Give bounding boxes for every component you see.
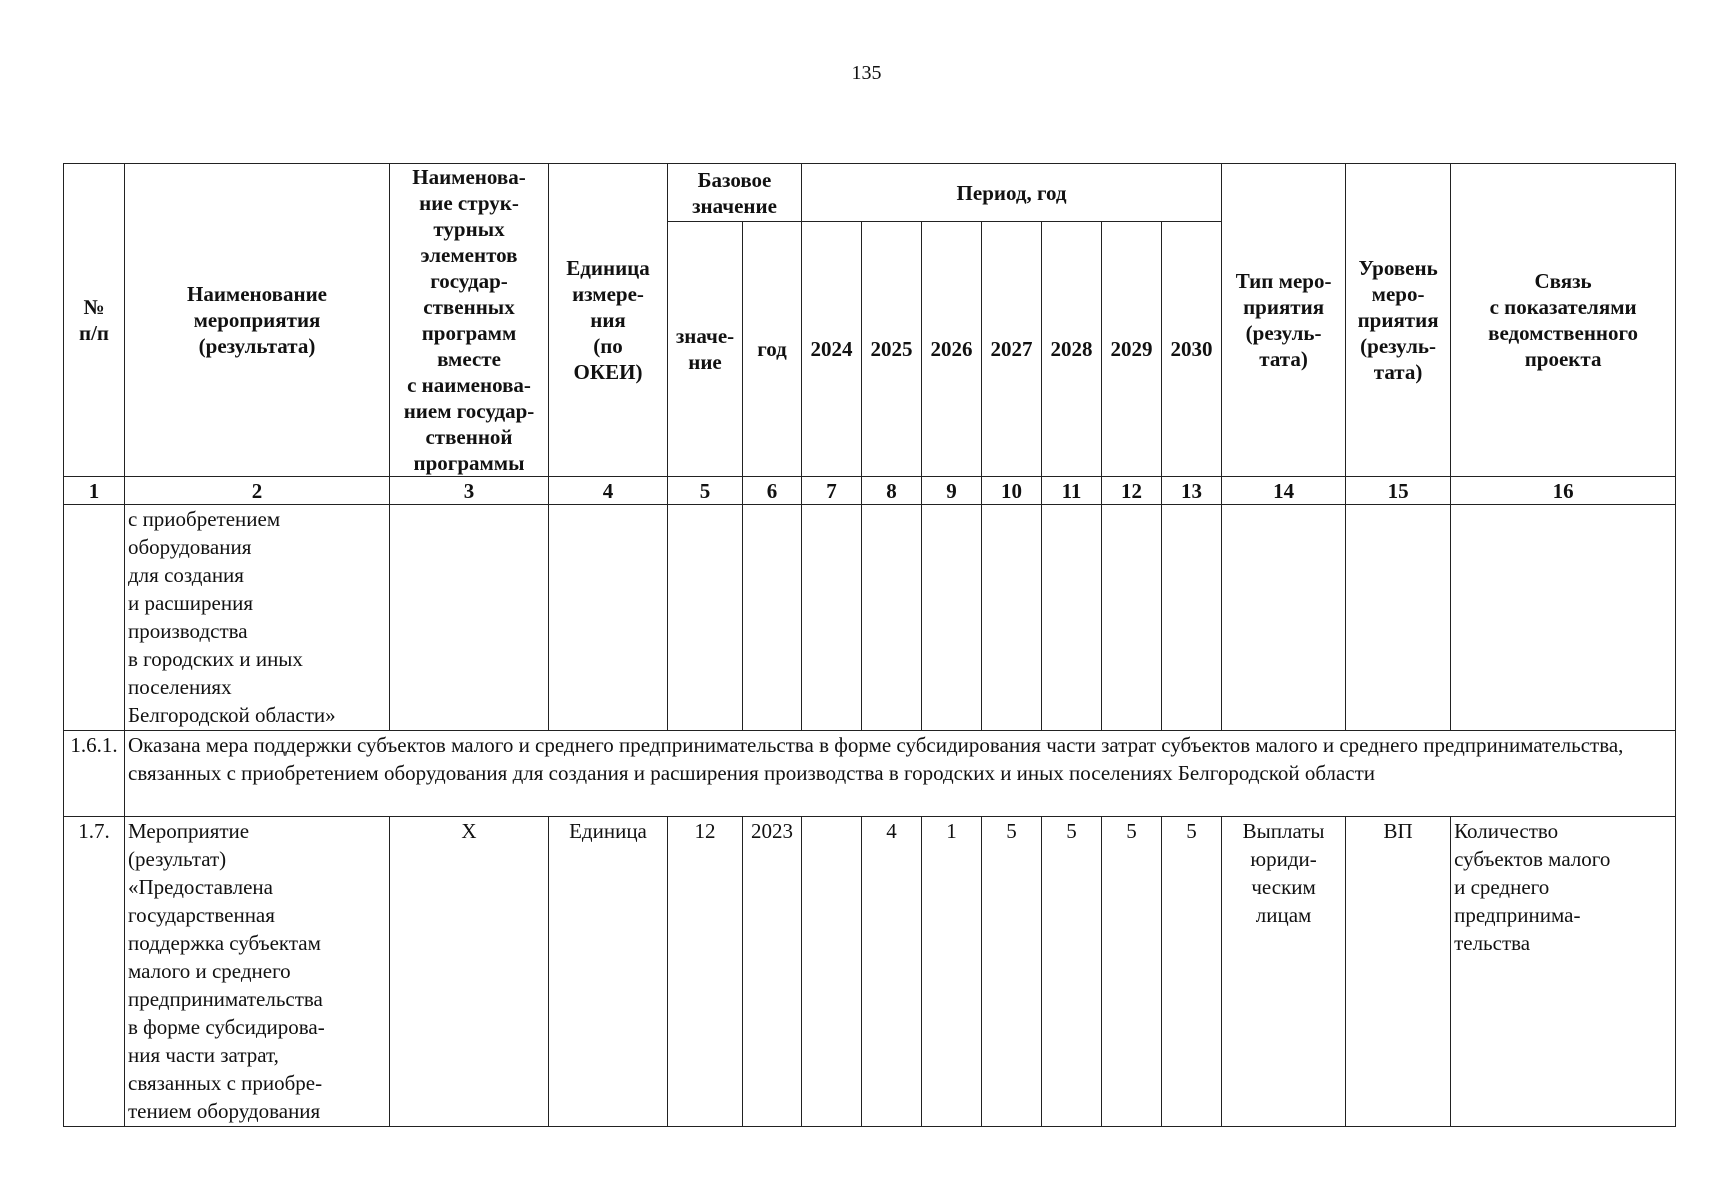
value-2027 (982, 505, 1042, 731)
event-type (1222, 505, 1346, 731)
event-name: Мероприятие (результат) «Предоставлена государственная поддержка субъектам малого и среднего предпринимательства в форме субсидирова- ния части затрат, связанных с приобре- тением оборудования (125, 817, 390, 1127)
value-2030: 5 (1162, 817, 1222, 1127)
row-number (64, 505, 125, 731)
header-year-2027: 2027 (982, 222, 1042, 477)
header-event-level: Уровень меро- приятия (резуль- тата) (1346, 164, 1451, 477)
event-level (1346, 505, 1451, 731)
column-number: 10 (982, 477, 1042, 505)
header-base-value: Базовое значение (668, 164, 802, 222)
header-row-1 (64, 164, 1676, 222)
value-2028: 5 (1042, 817, 1102, 1127)
header-structural-elements: Наименова- ние струк- турных элементов государ- ственных программ вместе с наименова- нием государ- ственной программы (390, 164, 549, 477)
header-year-2030: 2030 (1162, 222, 1222, 477)
unit: Единица (549, 817, 668, 1127)
header-link-indicators: Связь с показателями ведомственного проекта (1451, 164, 1676, 477)
header-year-2024: 2024 (802, 222, 862, 477)
value-2029: 5 (1102, 817, 1162, 1127)
header-base-value-value: значе- ние (668, 222, 743, 477)
column-number: 7 (802, 477, 862, 505)
header-period: Период, год (802, 164, 1222, 222)
column-number: 16 (1451, 477, 1676, 505)
event-type: Выплаты юриди- ческим лицам (1222, 817, 1346, 1127)
column-numbers-row (64, 477, 1676, 505)
value-2024 (802, 817, 862, 1127)
column-number: 3 (390, 477, 549, 505)
header-unit: Единица измере- ния (по ОКЕИ) (549, 164, 668, 477)
column-number: 5 (668, 477, 743, 505)
header-base-year: год (743, 222, 802, 477)
header-event-type: Тип меро- приятия (резуль- тата) (1222, 164, 1346, 477)
indicator-link: Количество субъектов малого и среднего предпринима- тельства (1451, 817, 1676, 1127)
header-year-2028: 2028 (1042, 222, 1102, 477)
base-year: 2023 (743, 817, 802, 1127)
indicator-link (1451, 505, 1676, 731)
value-2026 (922, 505, 982, 731)
value-2030 (1162, 505, 1222, 731)
result-description: Оказана мера поддержки субъектов малого и среднего предпринимательства в форме субсидирования части затрат субъектов малого и среднего предпринимательства, связанных с приобретением оборудования для создания и расширения производства в городских и иных поселениях Белгородской области (125, 731, 1676, 817)
column-number: 15 (1346, 477, 1451, 505)
events-table (63, 163, 1676, 1127)
column-number: 2 (125, 477, 390, 505)
value-2025 (862, 505, 922, 731)
base-value (668, 505, 743, 731)
header-no: № п/п (64, 164, 125, 477)
column-number: 9 (922, 477, 982, 505)
column-number: 13 (1162, 477, 1222, 505)
structural-element: Х (390, 817, 549, 1127)
value-2024 (802, 505, 862, 731)
event-name: с приобретением оборудования для создания и расширения производства в городских и иных поселениях Белгородской области» (125, 505, 390, 731)
column-number: 11 (1042, 477, 1102, 505)
column-number: 12 (1102, 477, 1162, 505)
structural-element (390, 505, 549, 731)
value-2027: 5 (982, 817, 1042, 1127)
header-year-2029: 2029 (1102, 222, 1162, 477)
row-number: 1.7. (64, 817, 125, 1127)
unit (549, 505, 668, 731)
row-number: 1.6.1. (64, 731, 125, 817)
span-row (64, 731, 1676, 817)
column-number: 1 (64, 477, 125, 505)
base-year (743, 505, 802, 731)
header-year-2026: 2026 (922, 222, 982, 477)
table-row (64, 505, 1676, 731)
value-2028 (1042, 505, 1102, 731)
page-number: 135 (851, 62, 882, 84)
header-event-name: Наименование мероприятия (результата) (125, 164, 390, 477)
column-number: 14 (1222, 477, 1346, 505)
event-level: ВП (1346, 817, 1451, 1127)
value-2025: 4 (862, 817, 922, 1127)
value-2029 (1102, 505, 1162, 731)
column-number: 4 (549, 477, 668, 505)
value-2026: 1 (922, 817, 982, 1127)
base-value: 12 (668, 817, 743, 1127)
table-row (64, 817, 1676, 1127)
header-year-2025: 2025 (862, 222, 922, 477)
column-number: 6 (743, 477, 802, 505)
column-number: 8 (862, 477, 922, 505)
